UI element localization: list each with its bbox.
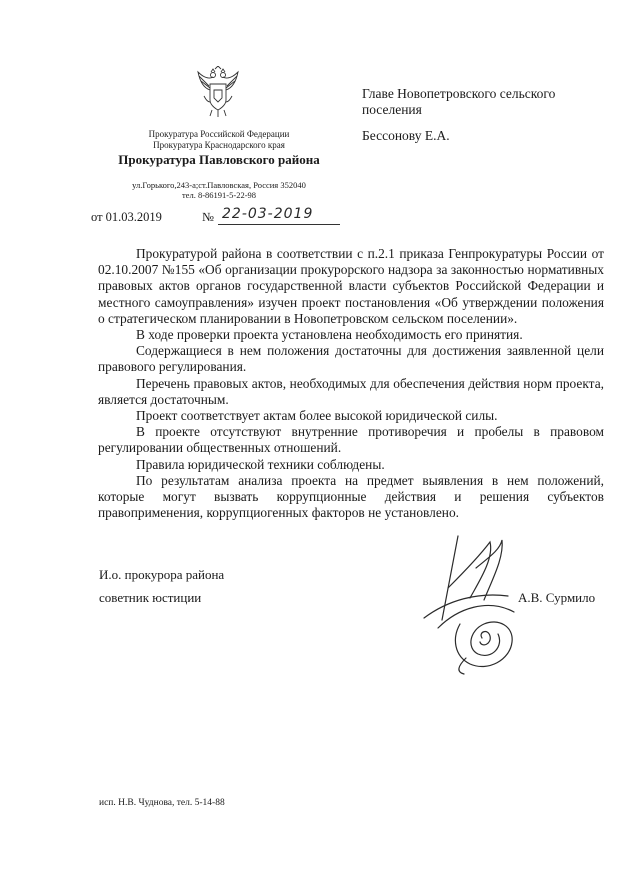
signer-name: А.В. Сурмило [518, 590, 596, 605]
body-paragraph-6: В проекте отсутствуют внутренние противоречия и пробелы в правовом регулировании общественных отношений. [98, 424, 604, 456]
body-paragraph-1: Прокуратурой района в соответствии с п.2.1 приказа Генпрокуратуры России от 02.10.2007 №155 «Об организации прокурорского надзора за законностью нормативных правовых актов органов государственной власти субъектов Российской Федерации и местного самоуправления» изучен проект постановления «Об утверждении положения о стратегическом планировании в Новопетровском сельском поселении». [98, 246, 604, 326]
letter-body [98, 246, 604, 521]
executor-note: исп. Н.В. Чуднова, тел. 5-14-88 [99, 798, 225, 808]
org-line-region: Прокуратура Краснодарского края [153, 140, 285, 150]
body-paragraph-5: Проект соответствует актам более высокой юридической силы. [136, 408, 498, 424]
date-label: от 01.03.2019 [91, 210, 162, 224]
body-paragraph-4: Перечень правовых актов, необходимых для обеспечения действия норм проекта, является достаточным. [98, 375, 604, 407]
body-paragraph-8: По результатам анализа проекта на предмет выявления в нем положений, которые могут вызвать коррупционные действия и решения субъектов правоприменения, коррупциогенных факторов не установлено. [98, 472, 604, 521]
org-main-title: Прокуратура Павловского района [118, 152, 320, 167]
handwritten-number: 22-03-2019 [222, 206, 314, 222]
org-line-federation: Прокуратура Российской Федерации [148, 129, 290, 139]
org-phone: тел. 8-86191-5-22-98 [181, 190, 257, 200]
body-paragraph-7: Правила юридической техники соблюдены. [136, 456, 385, 472]
recipient-name: Бессонову Е.А. [362, 128, 450, 143]
body-paragraph-2: В ходе проверки проекта установлена необходимость его принятия. [136, 327, 523, 343]
recipient-line2: поселения [362, 102, 422, 117]
number-underline [218, 224, 340, 225]
recipient-line1: Главе Новопетровского сельского [362, 86, 556, 101]
body-paragraph-3: Содержащиеся в нем положения достаточны для достижения заявленной цели правового регулирования. [98, 343, 604, 375]
signer-position: И.о. прокурора района [99, 567, 225, 582]
signer-rank: советник юстиции [99, 590, 202, 605]
double-headed-eagle-emblem-icon [196, 66, 240, 118]
org-address: ул.Горького,243-а;ст.Павловская, Россия 352040 [132, 180, 306, 190]
handwritten-signature-icon [418, 528, 528, 678]
number-label: № [202, 210, 214, 224]
